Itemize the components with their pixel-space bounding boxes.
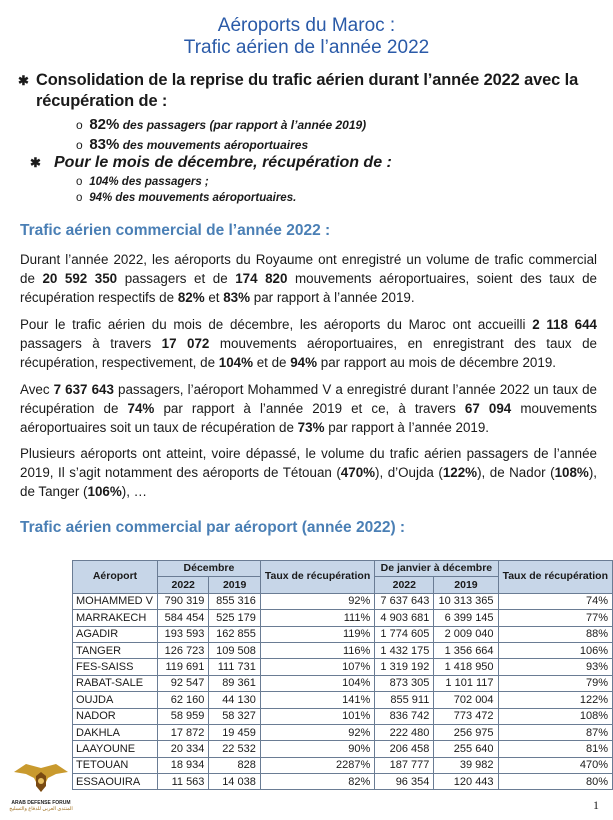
cell-year-2022: 855 911 — [375, 692, 434, 708]
cell-dec-2019: 14 038 — [209, 774, 260, 790]
bold-figure: 17 072 — [161, 336, 210, 351]
paragraph — [20, 444, 597, 501]
circle-bullet-icon: o — [76, 118, 83, 132]
table-row — [73, 675, 613, 691]
watermark-text: ARAB DEFENSE FORUM — [11, 800, 71, 806]
bold-figure: 73% — [297, 420, 325, 435]
paragraph-text: mouvements aéroportuaires, soient des taux de récupération respectifs de — [20, 271, 597, 305]
cell-dec-2019: 58 327 — [209, 708, 260, 724]
bullet-december — [30, 154, 392, 172]
cell-year-rate: 81% — [498, 741, 612, 757]
cell-dec-rate: 2287% — [260, 757, 374, 773]
bullet-text: Pour le mois de décembre, récupération de : — [54, 154, 392, 171]
cell-dec-2022: 18 934 — [158, 757, 209, 773]
section-heading-annual: Trafic aérien commercial de l’année 2022 : — [20, 222, 331, 239]
circle-bullet-icon: o — [76, 176, 83, 188]
table-row — [73, 593, 613, 609]
cell-airport-name: MOHAMMED V — [73, 593, 158, 609]
cell-dec-2022: 119 691 — [158, 659, 209, 675]
cell-year-2022: 206 458 — [375, 741, 434, 757]
paragraph-text: ), … — [121, 484, 148, 499]
header-jan-to-dec: De janvier à décembre — [375, 561, 498, 577]
bold-figure: 20 592 350 — [42, 271, 118, 286]
paragraph — [20, 380, 597, 437]
cell-dec-rate: 104% — [260, 675, 374, 691]
paragraph-text: mouvements aéroportuaires soit un taux de récupération de — [20, 401, 598, 435]
cell-airport-name: MARRAKECH — [73, 610, 158, 626]
header-year-2019: 2019 — [209, 577, 260, 593]
sub-item-label: des mouvements aéroportuaires — [122, 138, 309, 152]
cell-dec-rate: 82% — [260, 774, 374, 790]
sub-item-dec-passengers — [76, 176, 209, 188]
cell-dec-rate: 116% — [260, 642, 374, 658]
cell-airport-name: OUJDA — [73, 692, 158, 708]
cell-dec-2019: 22 532 — [209, 741, 260, 757]
cell-dec-2022: 126 723 — [158, 642, 209, 658]
cell-airport-name: TANGER — [73, 642, 158, 658]
sub-item-passengers — [76, 116, 366, 133]
cell-year-2019: 120 443 — [434, 774, 498, 790]
bold-figure: 104% — [218, 355, 253, 370]
cell-year-2019: 1 418 950 — [434, 659, 498, 675]
eagle-emblem-icon — [6, 762, 76, 802]
cell-dec-2019: 89 361 — [209, 675, 260, 691]
cell-dec-2019: 109 508 — [209, 642, 260, 658]
sub-item-value: 82% — [89, 116, 120, 133]
cell-year-2019: 1 356 664 — [434, 642, 498, 658]
paragraph — [20, 315, 597, 372]
bold-figure: 106% — [87, 484, 122, 499]
page-number: 1 — [593, 798, 599, 812]
paragraph-text: ), de Nador ( — [477, 465, 555, 480]
section-heading-by-airport: Trafic aérien commercial par aéroport (année 2022) : — [20, 519, 406, 536]
paragraph-text: Pour le trafic aérien du mois de décembre, les aéroports du Maroc ont accueilli — [20, 317, 533, 332]
bold-figure: 82% — [177, 290, 205, 305]
cell-dec-rate: 101% — [260, 708, 374, 724]
circle-bullet-icon: o — [76, 192, 83, 204]
cell-year-2019: 702 004 — [434, 692, 498, 708]
cell-year-rate: 79% — [498, 675, 612, 691]
bold-figure: 74% — [127, 401, 155, 416]
document-title-line-1: Aéroports du Maroc : — [217, 15, 396, 36]
cell-dec-rate: 90% — [260, 741, 374, 757]
watermark-logo — [6, 762, 76, 814]
sub-item-label: 104% des passagers ; — [89, 176, 209, 188]
table-row — [73, 626, 613, 642]
paragraph-text: passagers, l’aéroport Mohammed V a enregistré durant l’année 2022 un taux de récupération de — [20, 382, 597, 416]
paragraph-text: Plusieurs aéroports ont atteint, voire dépassé, le volume du trafic aérien passagers de l’année 2019, Il s’agit notamment des aéroports de Tétouan ( — [20, 446, 597, 480]
cell-dec-2022: 193 593 — [158, 626, 209, 642]
cell-dec-rate: 107% — [260, 659, 374, 675]
cell-year-2019: 255 640 — [434, 741, 498, 757]
bold-figure: 174 820 — [235, 271, 288, 286]
cell-year-2022: 873 305 — [375, 675, 434, 691]
cell-year-2022: 96 354 — [375, 774, 434, 790]
cell-year-rate: 87% — [498, 724, 612, 740]
cell-year-2022: 222 480 — [375, 724, 434, 740]
table-row — [73, 774, 613, 790]
document-title-line-2: Trafic aérien de l’année 2022 — [183, 37, 430, 58]
cell-dec-rate: 92% — [260, 724, 374, 740]
cell-year-2022: 1 774 605 — [375, 626, 434, 642]
cell-year-2019: 2 009 040 — [434, 626, 498, 642]
cell-airport-name: AGADIR — [73, 626, 158, 642]
cell-year-2019: 39 982 — [434, 757, 498, 773]
cell-year-rate: 80% — [498, 774, 612, 790]
cell-dec-2019: 855 316 — [209, 593, 260, 609]
header-rate-year: Taux de récupération — [498, 561, 612, 594]
watermark-text-arabic: المنتدى العربي للدفاع والتسليح — [9, 806, 73, 812]
cell-dec-2019: 111 731 — [209, 659, 260, 675]
bullet-text: Consolidation de la reprise du trafic aérien durant l’année 2022 avec la récupération de : — [36, 71, 579, 110]
cell-year-2019: 256 975 — [434, 724, 498, 740]
cell-dec-2022: 790 319 — [158, 593, 209, 609]
table-row — [73, 692, 613, 708]
bold-figure: 67 094 — [464, 401, 512, 416]
cell-year-2022: 187 777 — [375, 757, 434, 773]
table-row — [73, 610, 613, 626]
cell-airport-name: DAKHLA — [73, 724, 158, 740]
header-year-2022: 2022 — [375, 577, 434, 593]
table-row — [73, 724, 613, 740]
cell-year-2022: 7 637 643 — [375, 593, 434, 609]
header-rate-december: Taux de récupération — [260, 561, 374, 594]
table-row — [73, 659, 613, 675]
cell-dec-2019: 828 — [209, 757, 260, 773]
cell-year-2019: 6 399 145 — [434, 610, 498, 626]
cell-year-rate: 122% — [498, 692, 612, 708]
paragraph-text: et de — [253, 355, 291, 370]
cell-dec-rate: 111% — [260, 610, 374, 626]
paragraph-text: mouvements aéroportuaires, en enregistrant des taux de récupération, respectivement, de — [20, 336, 597, 370]
cell-year-2022: 836 742 — [375, 708, 434, 724]
paragraph-text: passagers et de — [117, 271, 236, 286]
header-december: Décembre — [158, 561, 261, 577]
paragraph-text: passagers à travers — [20, 336, 162, 351]
bold-figure: 122% — [442, 465, 478, 480]
paragraph-text: par rapport à l’année 2019. — [324, 420, 490, 435]
cell-year-rate: 93% — [498, 659, 612, 675]
paragraph-text: Durant l’année 2022, les aéroports du Royaume ont enregistré un volume de trafic commercial de — [20, 252, 597, 286]
cell-year-rate: 77% — [498, 610, 612, 626]
bold-figure: 108% — [554, 465, 589, 480]
paragraph-text: par rapport à l’année 2019 et ce, à travers — [154, 401, 465, 416]
cell-dec-2022: 62 160 — [158, 692, 209, 708]
bold-figure: 7 637 643 — [53, 382, 114, 397]
sub-item-movements — [76, 136, 308, 153]
bold-figure: 470% — [340, 465, 376, 480]
star-bullet-icon: ✱ — [18, 73, 29, 88]
cell-dec-2019: 525 179 — [209, 610, 260, 626]
cell-dec-rate: 119% — [260, 626, 374, 642]
cell-year-rate: 108% — [498, 708, 612, 724]
paragraph-text: par rapport au mois de décembre 2019. — [317, 355, 556, 370]
cell-dec-rate: 92% — [260, 593, 374, 609]
cell-dec-2022: 584 454 — [158, 610, 209, 626]
bold-figure: 2 118 644 — [532, 317, 597, 332]
sub-item-dec-movements — [76, 192, 296, 204]
cell-airport-name: ESSAOUIRA — [73, 774, 158, 790]
cell-year-2019: 10 313 365 — [434, 593, 498, 609]
cell-dec-2019: 44 130 — [209, 692, 260, 708]
circle-bullet-icon: o — [76, 138, 83, 152]
table-row — [73, 741, 613, 757]
table-row — [73, 708, 613, 724]
cell-year-rate: 74% — [498, 593, 612, 609]
sub-item-value: 83% — [89, 136, 120, 153]
bold-figure: 94% — [290, 355, 318, 370]
paragraph — [20, 250, 597, 307]
cell-year-2022: 4 903 681 — [375, 610, 434, 626]
sub-item-label: 94% des mouvements aéroportuaires. — [89, 192, 297, 204]
header-airport: Aéroport — [73, 561, 158, 594]
paragraph-text: ), de Tanger ( — [20, 465, 597, 499]
cell-dec-2022: 92 547 — [158, 675, 209, 691]
paragraph-text: et — [204, 290, 224, 305]
table-row — [73, 642, 613, 658]
cell-year-2022: 1 319 192 — [375, 659, 434, 675]
cell-dec-2022: 20 334 — [158, 741, 209, 757]
cell-year-2022: 1 432 175 — [375, 642, 434, 658]
table-body — [73, 593, 613, 790]
cell-airport-name: LAAYOUNE — [73, 741, 158, 757]
cell-airport-name: RABAT-SALE — [73, 675, 158, 691]
airport-traffic-table — [72, 560, 613, 790]
cell-dec-2019: 19 459 — [209, 724, 260, 740]
cell-dec-2022: 17 872 — [158, 724, 209, 740]
cell-year-2019: 773 472 — [434, 708, 498, 724]
bold-figure: 83% — [223, 290, 251, 305]
header-year-2022: 2022 — [158, 577, 209, 593]
paragraph-text: par rapport à l’année 2019. — [250, 290, 415, 305]
cell-year-rate: 470% — [498, 757, 612, 773]
paragraph-text: Avec — [20, 382, 54, 397]
cell-airport-name: FES-SAISS — [73, 659, 158, 675]
cell-airport-name: TETOUAN — [73, 757, 158, 773]
cell-dec-2022: 58 959 — [158, 708, 209, 724]
table-row — [73, 757, 613, 773]
cell-year-rate: 88% — [498, 626, 612, 642]
cell-year-rate: 106% — [498, 642, 612, 658]
star-bullet-icon: ✱ — [30, 155, 41, 170]
cell-year-2019: 1 101 117 — [434, 675, 498, 691]
cell-dec-rate: 141% — [260, 692, 374, 708]
cell-dec-2022: 11 563 — [158, 774, 209, 790]
cell-airport-name: NADOR — [73, 708, 158, 724]
header-year-2019: 2019 — [434, 577, 498, 593]
cell-dec-2019: 162 855 — [209, 626, 260, 642]
paragraph-text: ), d’Oujda ( — [375, 465, 443, 480]
sub-item-label: des passagers (par rapport à l’année 2019) — [122, 118, 367, 132]
